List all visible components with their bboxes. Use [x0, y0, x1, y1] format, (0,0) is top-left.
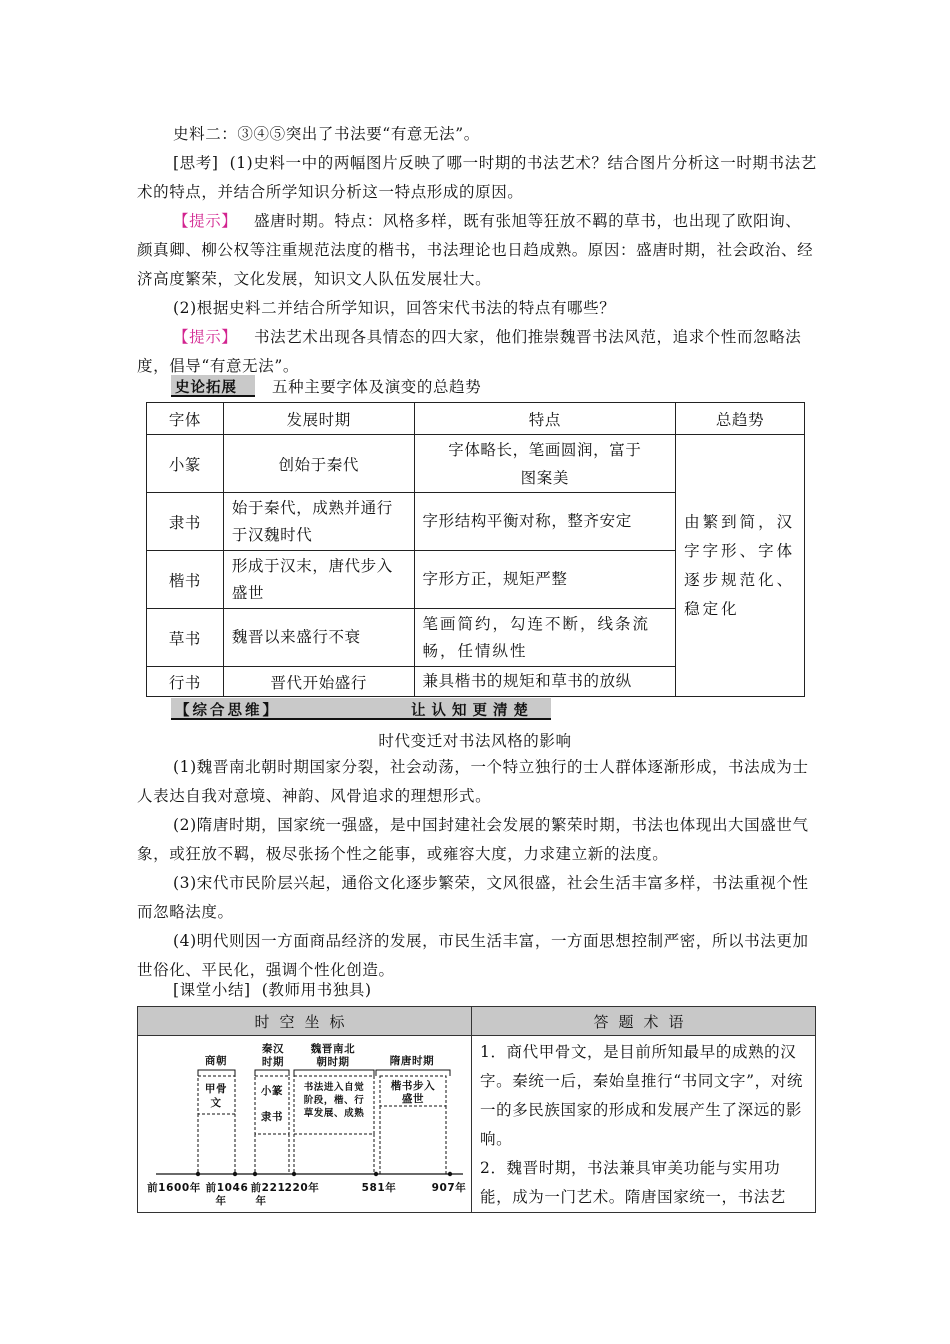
- tick-label: 前221: [250, 1182, 286, 1194]
- table-row: 隶书 始于秦代，成熟并通行于汉魏时代 字形结构平衡对称，整齐安定: [147, 493, 805, 551]
- table-row: 楷书 形成于汉末，唐代步入盛世 字形方正，规矩严整: [147, 551, 805, 609]
- extension-tag: 史论拓展: [171, 375, 255, 397]
- summary-table: [137, 1006, 816, 1213]
- svg-text:盛世: 盛世: [401, 1093, 425, 1105]
- tick-label: 220年: [284, 1182, 320, 1194]
- point-3: (3)宋代市民阶层兴起，通俗文化逐步繁荣，文风很盛，社会生活丰富多样，书法重视个性而忽略法度。: [137, 874, 809, 921]
- material-2: 史料二：③④⑤突出了书法要“有意无法”。: [173, 125, 480, 143]
- synthesis-banner: 【综合思维】 让认知更清楚: [171, 698, 551, 720]
- hint-label: 【提示】: [173, 212, 238, 230]
- table-header: 字体: [147, 403, 224, 435]
- hint-2: 【提示】 书法艺术出现各具情态的四大家，他们推崇魏晋书法风范，追求个性而忽略法度，倡导“有意无法”。: [137, 328, 802, 375]
- timeline-cell: [138, 1036, 472, 1213]
- table-header: 发展时期: [223, 403, 414, 435]
- tick-label: 前1046: [205, 1182, 249, 1194]
- tick-label: 907年: [431, 1182, 467, 1194]
- svg-text:阶段，楷、行: 阶段，楷、行: [303, 1095, 365, 1106]
- table-row: 小篆 创始于秦代 字体略长，笔画圆润，富于图案美 由繁到简，汉字字形、字体逐步规范化、稳定化: [147, 435, 805, 493]
- summary-note: (教师用书独具): [261, 981, 372, 999]
- era-label: 商朝: [204, 1055, 228, 1067]
- point-2: (2)隋唐时期，国家统一强盛，是中国封建社会发展的繁荣时期，书法也体现出大国盛世气象，或狂放不羁，极尽张扬个性之能事，或雍容大度，力求建立新的法度。: [137, 816, 809, 863]
- svg-text:甲骨: 甲骨: [204, 1083, 228, 1095]
- summary-label: [课堂小结]: [173, 981, 251, 999]
- era-label-part: 秦汉: [261, 1043, 285, 1055]
- svg-text:草发展、成熟: 草发展、成熟: [303, 1108, 365, 1119]
- synthesis-title: 时代变迁对书法风格的影响: [378, 732, 572, 750]
- svg-text:小篆: 小篆: [260, 1085, 284, 1097]
- point-1: (1)魏晋南北朝时期国家分裂，社会动荡，一个特立独行的士人群体逐渐形成，书法成为士人表达自我对意境、神韵、风骨追求的理想形式。: [137, 758, 809, 805]
- summary-heading: [173, 978, 372, 1000]
- tick-label: 581年: [361, 1182, 397, 1194]
- point-4: (4)明代则因一方面商品经济的发展，市民生活丰富，一方面思想控制严密，所以书法更加世俗化、平民化，强调个性化创造。: [137, 932, 809, 979]
- era-label: 秦汉时期: [261, 1043, 285, 1068]
- era-label: 隋唐时期: [389, 1055, 435, 1067]
- summary-right-header: 答题术语: [472, 1007, 816, 1036]
- svg-text:文: 文: [210, 1097, 222, 1109]
- table-header: 总趋势: [676, 403, 805, 435]
- timeline-diagram: [138, 1036, 471, 1207]
- think-label: [思考]: [173, 154, 219, 172]
- svg-text:楷书步入: 楷书步入: [390, 1080, 436, 1092]
- hint-1: 【提示】 盛唐时期。特点：风格多样，既有张旭等狂放不羁的草书，也出现了欧阳询、颜真卿、柳公权等注重规范法度的楷书，书法理论也日趋成熟。原因：盛唐时期，社会政治、经济高度繁荣，文化发展，知识文人队伍发展壮大。: [137, 212, 814, 288]
- era-label: 魏晋南北朝时期: [310, 1043, 356, 1068]
- svg-text:年: 年: [215, 1195, 227, 1207]
- trend-cell: 由繁到简，汉字字形、字体逐步规范化、稳定化: [676, 435, 805, 697]
- fonts-table: [146, 402, 805, 697]
- svg-text:隶书: 隶书: [260, 1111, 284, 1123]
- think-question-2: (2)根据史料二并结合所学知识，回答宋代书法的特点有哪些？: [173, 299, 616, 317]
- answer-terms-text: 1．商代甲骨文，是目前所知最早的成熟的汉字。秦统一后，秦始皇推行“书同文字”，对统一的多民族国家的形成和发展产生了深远的影响。 2．魏晋时期，书法兼具审美功能与实用功能，成为一门艺术。隋唐国家统一，书法艺: [472, 1036, 816, 1213]
- table-row: 草书 魏晋以来盛行不衰 笔画简约，勾连不断，线条流畅，任情纵性: [147, 609, 805, 667]
- tick-label: 前1600年: [147, 1182, 201, 1194]
- think-question-1: [思考] (1)史料一中的两幅图片反映了哪一时期的书法艺术？结合图片分析这一时期书法艺术的特点，并结合所学知识分析这一特点形成的原因。: [137, 154, 817, 201]
- summary-left-header: 时空坐标: [138, 1007, 472, 1036]
- hint-label: 【提示】: [173, 328, 238, 346]
- table-header: 特点: [414, 403, 676, 435]
- table-row: 行书 晋代开始盛行 兼具楷书的规矩和草书的放纵: [147, 667, 805, 697]
- svg-text:书法进入自觉: 书法进入自觉: [303, 1082, 365, 1093]
- svg-text:年: 年: [255, 1195, 267, 1207]
- extension-title: 五种主要字体及演变的总趋势: [272, 378, 482, 396]
